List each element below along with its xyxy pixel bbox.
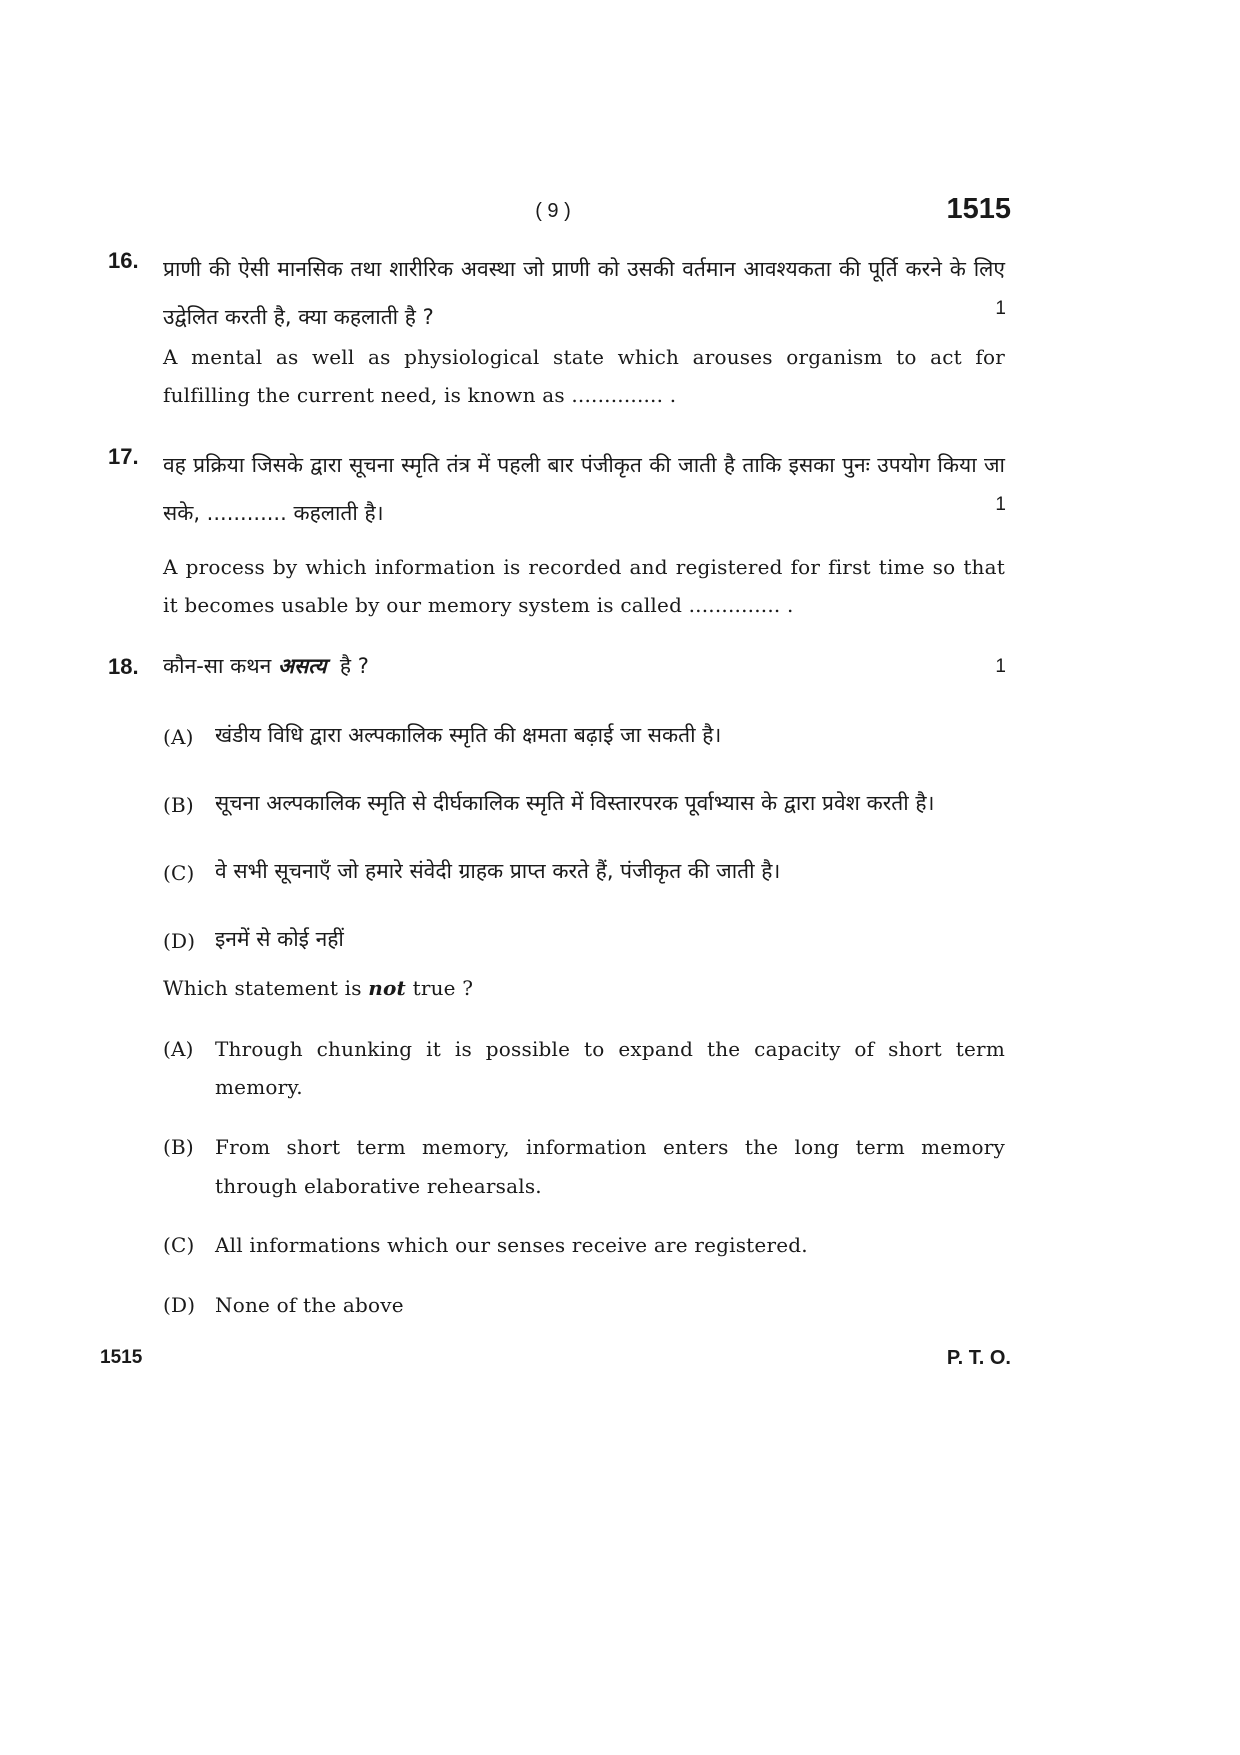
page-number: ( 9 )	[535, 200, 571, 222]
question-text: है ?	[339, 654, 369, 678]
option-text: सूचना अल्पकालिक स्मृति से दीर्घकालिक स्मृति में विस्तारपरक पूर्वाभ्यास के द्वारा प्रवेश करती है।	[215, 791, 935, 815]
option-text: All informations which our senses receive are registered.	[215, 1233, 808, 1257]
option-label: (A)	[163, 725, 194, 749]
question-marks: 1	[995, 494, 1006, 515]
option-label: (C)	[163, 861, 195, 885]
option-label: (D)	[163, 929, 196, 953]
option-label: (A)	[163, 1037, 194, 1061]
footer-code: 1515	[100, 1347, 143, 1368]
question-18-hindi	[163, 652, 369, 680]
option-label: (C)	[163, 1233, 195, 1257]
question-text: true ?	[412, 976, 474, 1000]
please-turn-over: P. T. O.	[946, 1347, 1011, 1369]
question-marks: 1	[995, 656, 1006, 677]
question-16-hindi: प्राणी की ऐसी मानसिक तथा शारीरिक अवस्था जो प्राणी को उसकी वर्तमान आवश्यकता की पूर्ति करने के लिए उद्वेलित करती है, क्या कहलाती है ?	[163, 257, 1005, 329]
question-17-english: A process by which information is recorded and registered for first time so that it becomes usable by our memory system is called .............. .	[163, 555, 1005, 617]
option-text: वे सभी सूचनाएँ जो हमारे संवेदी ग्राहक प्राप्त करते हैं, पंजीकृत की जाती है।	[215, 859, 781, 883]
emphasis-word: असत्य	[278, 654, 327, 678]
question-18-english	[163, 976, 473, 1000]
option-label: (D)	[163, 1293, 196, 1317]
option-label: (B)	[163, 793, 194, 817]
option-text: इनमें से कोई नहीं	[215, 927, 344, 951]
option-text: Through chunking it is possible to expand the capacity of short term memory.	[215, 1037, 1005, 1099]
option-text: खंडीय विधि द्वारा अल्पकालिक स्मृति की क्षमता बढ़ाई जा सकती है।	[215, 723, 722, 747]
emphasis-word: not	[368, 976, 407, 1000]
question-number: 16.	[108, 248, 139, 273]
question-17-hindi: वह प्रक्रिया जिसके द्वारा सूचना स्मृति तंत्र में पहली बार पंजीकृत की जाती है ताकि इसका पुनः उपयोग किया जा सके, ............ कहलाती है।	[163, 453, 1005, 525]
question-text: कौन-सा कथन	[163, 654, 272, 678]
question-marks: 1	[995, 298, 1006, 319]
paper-code: 1515	[946, 193, 1011, 225]
option-text: From short term memory, information enters the long term memory through elaborative rehearsals.	[215, 1135, 1005, 1198]
question-16-english: A mental as well as physiological state which arouses organism to act for fulfilling the current need, is known as .............. .	[163, 345, 1005, 407]
question-number: 18.	[108, 654, 139, 679]
question-text: Which statement is	[163, 976, 362, 1000]
option-label: (B)	[163, 1135, 194, 1159]
question-number: 17.	[108, 444, 139, 469]
option-text: None of the above	[215, 1293, 404, 1317]
